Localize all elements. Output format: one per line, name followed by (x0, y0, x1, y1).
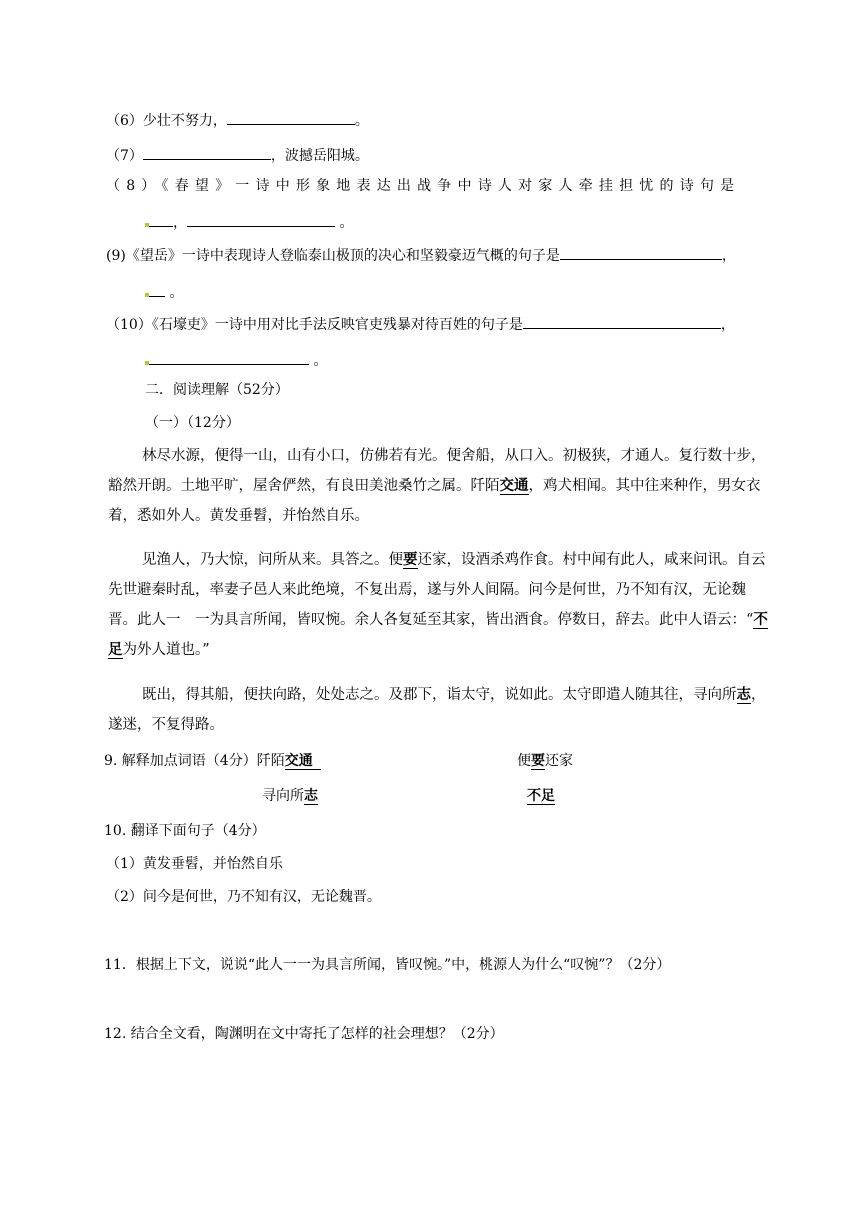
question-9-word-4 (527, 786, 555, 806)
highlight-word: 要 (403, 551, 418, 568)
answer-blank-q9-b[interactable] (149, 282, 165, 297)
section-heading: 二．阅读理解（52分） (145, 382, 289, 398)
p1-text: 林尽水源，便得一山，山有小口，仿佛若有光。便舍船，从口入。初极狭，才通人。复行数十步，豁然开朗。土地平旷，屋舍俨然，有良田美池桑竹之属。阡陌 (108, 448, 766, 494)
answer-blank-q6[interactable] (227, 110, 355, 125)
p3-text-b: ，遂迷，不复得路。 (108, 687, 766, 733)
target-word: 志 (304, 788, 318, 804)
p2-text-b: 还家，设酒杀鸡作食。村中闻有此人，咸来问讯。自云先世避秦时乱，率妻子邑人来此绝境，不复出焉，遂与外人间隔。问今是何世，乃不知有汉，无论魏晋。此人一 一为具言所闻，皆叹惋。余人各复延至其家，皆出酒食。停数日，辞去。此中人语云：“ (108, 552, 766, 628)
q9-end: 。 (169, 285, 184, 301)
q7-suffix: ，波撼岳阳城。 (270, 148, 369, 164)
p1-text-end: ，鸡犬相闻。其中往来种作，男女衣着，悉如外人。黄发垂髫，并怡然自乐。 (108, 478, 761, 524)
answer-blank-q9-a[interactable] (560, 245, 722, 260)
passage-paragraph-2 (108, 545, 768, 665)
highlight-word: 不足 (108, 611, 768, 658)
q6-text: （6）少壮不努力， (106, 113, 227, 129)
q7-text: （7） (106, 148, 143, 164)
highlight-word: 志 (736, 686, 751, 703)
q10-comma: ， (720, 317, 735, 333)
target-word: 交通 (285, 753, 321, 770)
target-word: 要 (531, 753, 545, 769)
highlight-word: 交通 (499, 477, 529, 494)
question-10-sentence-1: （1）黄发垂髫，并怡然自乐 (106, 856, 283, 872)
question-9-answer-line (145, 282, 183, 303)
question-10-sentence-2: （2）问今是何世，乃不知有汉，无论魏晋。 (106, 889, 381, 905)
p2-text-c: 为外人道也。” (122, 642, 210, 658)
question-12: 12. 结合全文看，陶渊明在文中寄托了怎样的社会理想？（2分） (104, 1026, 504, 1042)
subsection-heading: （一）（12分） (145, 415, 240, 431)
passage-paragraph-1 (108, 441, 768, 531)
q9-comma: ， (721, 248, 736, 264)
q8-comma: ， (173, 215, 187, 231)
question-10: 10. 翻译下面句子（4分） (104, 823, 266, 839)
answer-blank-q8-a[interactable] (149, 212, 173, 227)
q9-fill-text: (9)《望岳》一诗中表现诗人登临泰山极顶的决心和坚毅豪迈气概的句子是 (106, 248, 560, 264)
question-10-fill (106, 314, 735, 335)
q9-w2-post: 还家 (545, 753, 573, 769)
q8-text: （8）《春望》一诗中形象地表达出战争中诗人对家人牵挂担忧的诗句是 (106, 178, 741, 194)
question-10-answer-line (145, 350, 327, 371)
question-6 (106, 110, 369, 131)
q6-suffix: 。 (354, 113, 369, 129)
passage-paragraph-3 (108, 680, 768, 740)
question-7 (106, 145, 369, 166)
question-9-word-3 (262, 786, 318, 806)
question-8 (106, 176, 740, 196)
question-11: 11．根据上下文，说说“此人一一为具言所闻，皆叹惋。”中，桃源人为什么“叹惋”？（2分） (104, 957, 671, 973)
answer-blank-q8-b[interactable] (187, 212, 335, 227)
question-8-answer-line (145, 212, 353, 233)
q10-end: 。 (313, 353, 328, 369)
q10-fill-text: （10）《石壕吏》一诗中用对比手法反映官吏残暴对待百姓的句子是 (106, 317, 523, 333)
q9-w2-pre: 便 (517, 753, 531, 769)
answer-blank-q7[interactable] (143, 145, 271, 160)
answer-blank-q10-b[interactable] (149, 350, 309, 365)
target-word: 不足 (527, 788, 555, 804)
q9-w3-pre: 寻向所 (262, 788, 304, 804)
q8-end: 。 (339, 215, 354, 231)
question-9 (104, 751, 321, 771)
question-9-fill (106, 245, 736, 266)
question-9-word-2 (517, 751, 573, 771)
q9-stem: 9. 解释加点词语（4分）阡陌 (104, 753, 285, 769)
answer-blank-q10-a[interactable] (523, 314, 721, 329)
p3-text-a: 既出，得其船，便扶向路，处处志之。及郡下，诣太守，说如此。太守即遣人随其往，寻向所 (142, 687, 737, 703)
p2-text-a: 见渔人，乃大惊，问所从来。具答之。便 (142, 552, 403, 568)
